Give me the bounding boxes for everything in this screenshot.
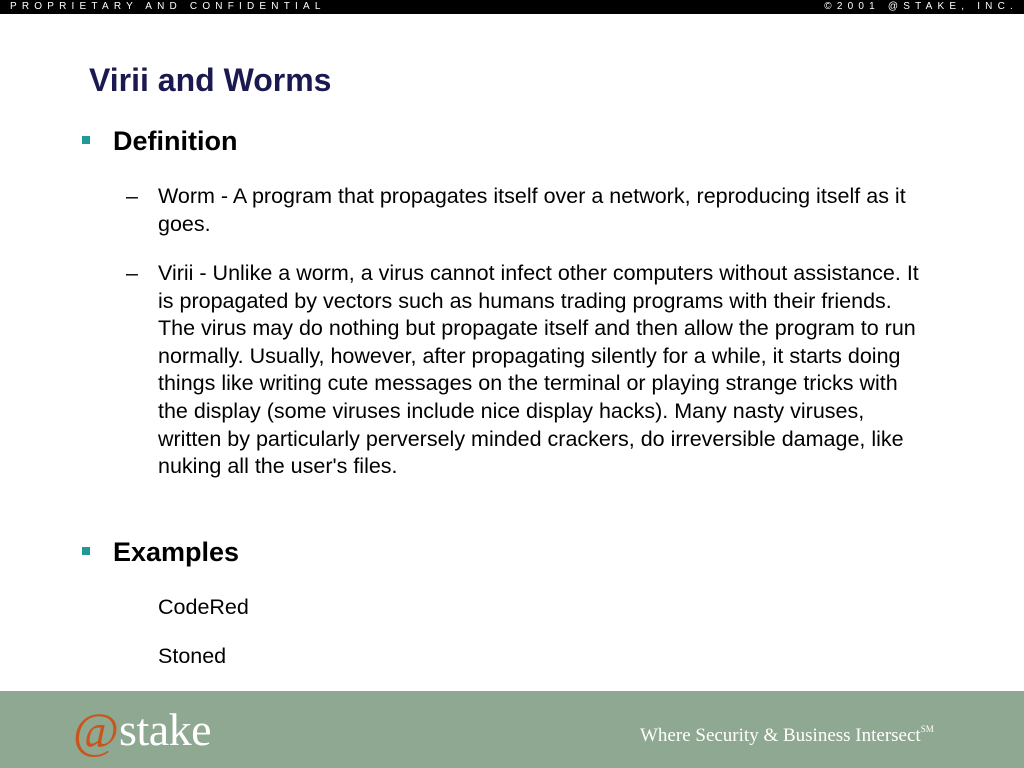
logo-wordmark: stake bbox=[119, 704, 212, 755]
definition-text: Virii - Unlike a worm, a virus cannot infect other computers without assistance. It is propagated by vectors such as humans trading programs with their friends. The virus may do nothing but propagate itself and then allow the program to run normally. Usually, however, after propagating silently for a while, it starts doing things like writing cute messages on the terminal or playing strange tricks with the display (some viruses include nice display hacks). Many nasty viruses, written by particularly perversely minded crackers, do irreversible damage, like nuking all the user's files. bbox=[158, 261, 919, 479]
bullet-label: Examples bbox=[113, 537, 240, 567]
slide-title: Virii and Worms bbox=[89, 62, 332, 98]
bullet-label: Definition bbox=[113, 126, 238, 156]
footer-tagline bbox=[640, 724, 934, 747]
definition-text: Worm - A program that propagates itself over a network, reproducing itself as it goes. bbox=[158, 184, 906, 236]
dash-bullet: – bbox=[126, 184, 138, 208]
example-item: CodeRed bbox=[158, 595, 249, 619]
example-item: Stoned bbox=[158, 644, 227, 668]
logo-at-symbol: @ bbox=[73, 702, 120, 758]
header-bar bbox=[0, 0, 1024, 14]
dash-bullet: – bbox=[126, 261, 138, 285]
square-bullet-icon bbox=[82, 136, 90, 144]
tagline-text: Where Security & Business Intersect bbox=[640, 725, 921, 746]
copyright-notice: ©2001 @STAKE, INC. bbox=[824, 1, 1018, 12]
square-bullet-icon bbox=[82, 547, 90, 555]
confidential-notice: PROPRIETARY AND CONFIDENTIAL bbox=[10, 1, 326, 12]
stake-logo bbox=[73, 700, 211, 760]
service-mark: SM bbox=[920, 724, 934, 734]
